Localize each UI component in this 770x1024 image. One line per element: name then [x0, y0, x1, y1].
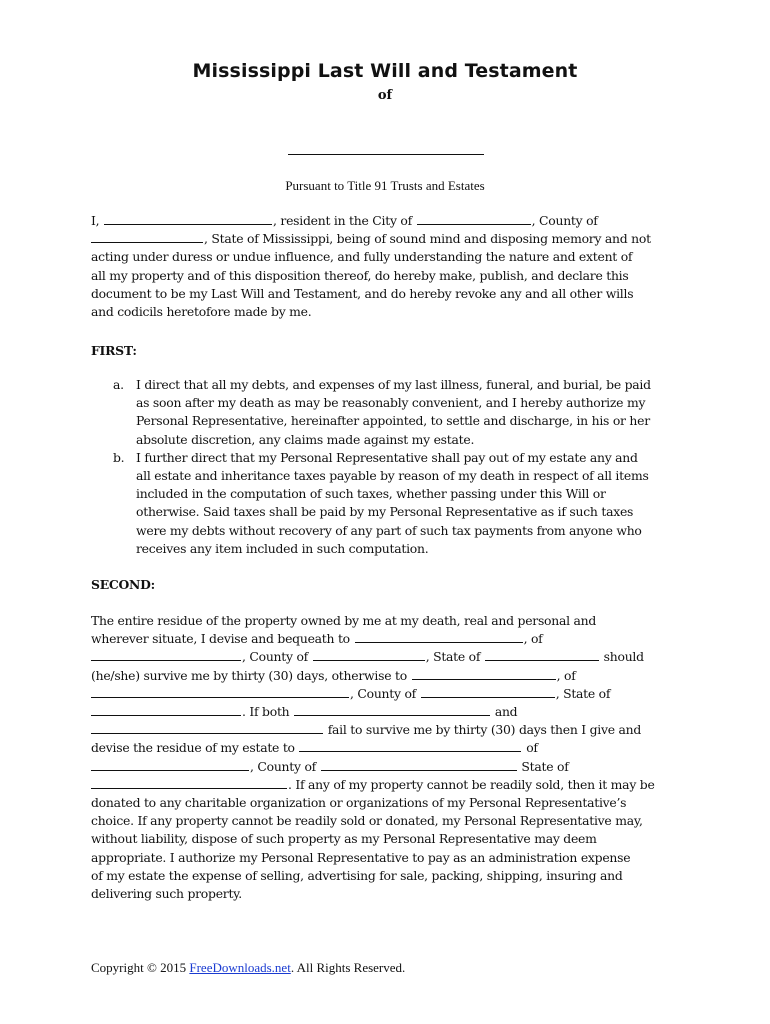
beneficiary-city-field[interactable]	[91, 649, 241, 661]
second-line-15: of my estate the expense of selling, advertising for sale, packing, shipping, insuring and	[91, 867, 623, 883]
second-text: , State of	[555, 685, 611, 701]
second-text: , County of	[242, 649, 308, 665]
intro-text: I,	[91, 213, 100, 228]
second-line-16: delivering such property.	[91, 886, 242, 902]
second-text: (he/she) survive me by thirty (30) days, otherwise to	[91, 667, 407, 683]
beneficiary-county-field[interactable]	[313, 649, 425, 661]
intro-line-1	[91, 212, 691, 230]
second-text: devise the residue of my estate to	[91, 740, 295, 756]
second-text: . If any of my property cannot be readily sold, then it may be	[288, 776, 655, 792]
recipient-city-field[interactable]	[91, 759, 249, 771]
testator-name-blank[interactable]	[288, 142, 484, 155]
second-line-12: choice. If any property cannot be readily sold or donated, my Personal Representative may,	[91, 813, 643, 829]
document-of-label: of	[377, 88, 393, 103]
second-text: State of	[521, 758, 569, 774]
county-field[interactable]	[91, 231, 203, 243]
second-line-10	[91, 776, 691, 794]
intro-text: , resident in the City of	[273, 213, 412, 228]
intro-line-3: acting under duress or undue influence, and fully understanding the nature and extent of	[91, 249, 633, 265]
second-text: . If both	[242, 704, 290, 720]
second-line-2	[91, 630, 691, 648]
second-text: , of	[523, 631, 543, 647]
second-heading: SECOND:	[91, 577, 155, 592]
second-text: , County of	[250, 758, 316, 774]
intro-line-5: document to be my Last Will and Testament, and do hereby revoke any and all other wills	[91, 285, 634, 301]
intro-paragraph	[91, 212, 691, 321]
second-text: , State of	[425, 649, 481, 665]
item-line: Personal Representative, hereinafter appointed, to settle and discharge, in his or her	[136, 413, 650, 429]
both-beneficiary-2-field[interactable]	[91, 722, 323, 734]
item-line: all estate and inheritance taxes payable by reason of my death in respect of all items	[136, 468, 649, 484]
intro-text: , County of	[531, 213, 598, 228]
second-text: wherever situate, I devise and bequeath to	[91, 631, 350, 647]
alternate-city-field[interactable]	[91, 686, 349, 698]
city-field[interactable]	[417, 213, 531, 225]
alternate-beneficiary-field[interactable]	[412, 668, 556, 680]
item-marker: b.	[113, 449, 125, 465]
item-line: otherwise. Said taxes shall be paid by my Personal Representative as if such taxes	[136, 504, 634, 520]
second-line-7	[91, 721, 691, 739]
second-line-8	[91, 739, 691, 757]
second-line-5	[91, 685, 691, 703]
statute-reference: Pursuant to Title 91 Trusts and Estates	[285, 178, 485, 193]
freedownloads-link[interactable]: FreeDownloads.net	[189, 960, 291, 975]
recipient-state-field[interactable]	[91, 777, 287, 789]
intro-line-6: and codicils heretofore made by me.	[91, 304, 312, 320]
second-text: of	[526, 740, 538, 756]
alternate-county-field[interactable]	[421, 686, 555, 698]
beneficiary-name-field[interactable]	[355, 631, 523, 643]
first-item-a	[91, 376, 691, 449]
second-text: and	[494, 704, 518, 720]
copyright-footer	[91, 960, 405, 976]
second-line-1: The entire residue of the property owned by me at my death, real and personal and	[91, 613, 597, 628]
item-marker: a.	[113, 377, 124, 392]
alternate-state-field[interactable]	[91, 704, 241, 716]
intro-line-2	[91, 230, 691, 248]
intro-text: , State of Mississippi, being of sound mind and disposing memory and not	[204, 231, 651, 247]
residue-recipient-field[interactable]	[299, 740, 521, 752]
both-beneficiary-1-field[interactable]	[294, 704, 490, 716]
second-text: fail to survive me by thirty (30) days then I give and	[327, 722, 642, 738]
item-line: absolute discretion, any claims made against my estate.	[136, 431, 475, 447]
copyright-text: Copyright © 2015	[91, 960, 190, 975]
item-line: I further direct that my Personal Representative shall pay out of my estate any and	[136, 449, 638, 465]
document-title: Mississippi Last Will and Testament	[192, 60, 578, 82]
beneficiary-state-field[interactable]	[485, 649, 599, 661]
second-line-3	[91, 648, 691, 666]
second-line-4	[91, 667, 691, 685]
second-text: should	[603, 649, 644, 665]
second-line-6	[91, 703, 691, 721]
second-text: , County of	[350, 685, 416, 701]
second-line-13: without liability, dispose of such property as my Personal Representative may deem	[91, 831, 597, 847]
copyright-suffix: . All Rights Reserved.	[290, 960, 406, 975]
second-line-11: donated to any charitable organization or organizations of my Personal Representative’s	[91, 795, 627, 811]
item-line: were my debts without recovery of any part of such tax payments from anyone who	[136, 522, 642, 538]
second-line-9	[91, 758, 691, 776]
second-paragraph	[91, 612, 691, 903]
second-text: , of	[556, 667, 576, 683]
first-heading: FIRST:	[91, 343, 137, 358]
item-line: receives any item included in such computation.	[136, 540, 429, 556]
intro-line-4: all my property and of this disposition thereof, do hereby make, publish, and declare this	[91, 267, 629, 283]
item-line: I direct that all my debts, and expenses of my last illness, funeral, and burial, be paid	[136, 377, 651, 392]
item-line: as soon after my death as may be reasonably convenient, and I hereby authorize my	[136, 395, 646, 411]
recipient-county-field[interactable]	[321, 759, 517, 771]
testator-name-field[interactable]	[104, 213, 272, 225]
second-line-14: appropriate. I authorize my Personal Representative to pay as an administration expense	[91, 849, 631, 865]
item-line: included in the computation of such taxes, whether passing under this Will or	[136, 486, 606, 502]
first-list	[91, 376, 691, 558]
first-item-b	[91, 449, 691, 558]
